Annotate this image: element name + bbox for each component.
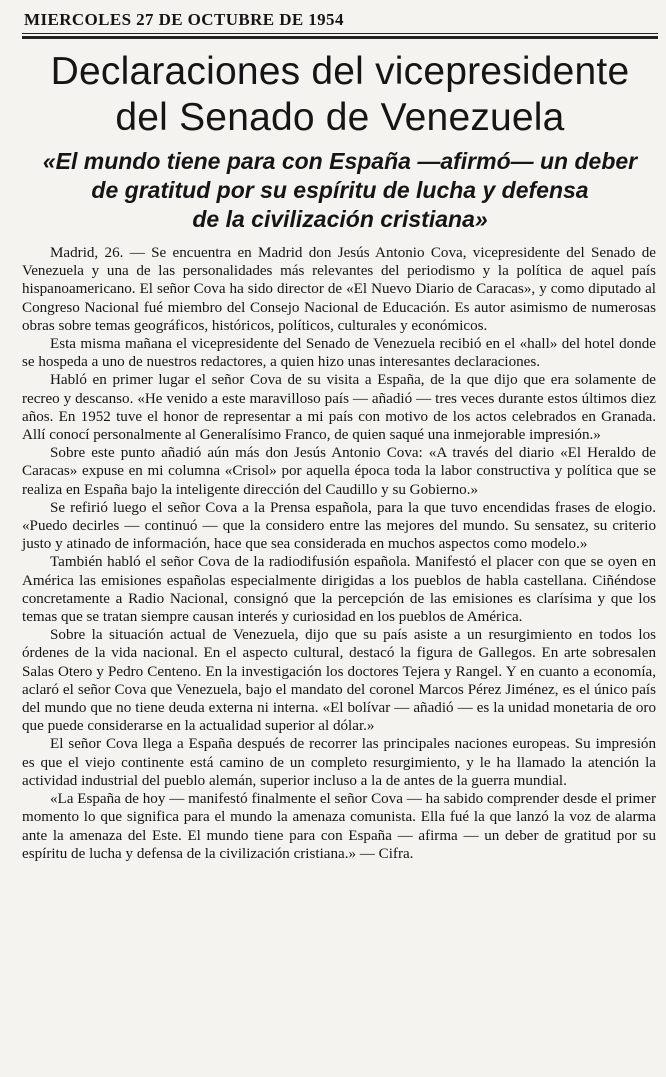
paragraph-9: «La España de hoy — manifestó finalmente el señor Cova — ha sabido comprender desde el primer momento lo que significa para el mundo la amenaza comunista. Ella fué la que lanzó la voz de alarma ante la amenaza del Este. El mundo tiene para con España — afirma — un deber de gratitud por su espíritu de lucha y defensa de la civilización cristiana.» — Cifra. [22, 791, 656, 862]
paragraph-3: Habló en primer lugar el señor Cova de su visita a España, de la que dijo que era solamente de recreo y descanso. «He venido a este maravilloso país — añadió — tres veces durante estos últimos diez años. En 1952 tuve el honor de representar a mi país con motivo de los actos celebrados en Granada. Allí conocí personalmente al Generalísimo Franco, de quien saqué una inmejorable impresión.» [22, 372, 656, 444]
headline [22, 49, 658, 141]
paragraph-2: Esta misma mañana el vicepresidente del Senado de Venezuela recibió en el «hall» del hotel donde se hospeda a uno de nuestros redactores, a quien hizo unas interesantes declaraciones. [22, 336, 656, 371]
paragraph-7: Sobre la situación actual de Venezuela, dijo que su país asiste a un resurgimiento en todos los órdenes de la vida nacional. En el aspecto cultural, destacó la figura de Gallegos. En arte sobresalen Salas Otero y Pedro Centeno. En la investigación los doctores Tejera y Rangel. Y en cuanto a economía, aclaró el señor Cova que Venezuela, bajo el mandato del coronel Marcos Pérez Jiménez, es el único país del mundo que no tiene deuda externa ni interna. «El bolívar — añadió — es la unidad monetaria de oro que puede considerarse en la actualidad superior al dólar.» [22, 627, 656, 735]
paragraph-6: También habló el señor Cova de la radiodifusión española. Manifestó el placer con que se oyen en América las emisiones españolas especialmente dirigidas a los pueblos de habla castellana. Ciñéndose concretamente a Radio Nacional, consignó que la percepción de las emisiones es clarísima y que los temas que se tratan siempre causan interés y curiosidad en los pueblos de América. [22, 554, 656, 626]
subheadline-line-1: «El mundo tiene para con España —afirmó— un deber [42, 148, 638, 174]
subheadline [22, 147, 658, 234]
headline-line-1: Declaraciones del vicepresidente [50, 50, 630, 93]
paragraph-4: Sobre este punto añadió aún más don Jesús Antonio Cova: «A través del diario «El Heraldo de Caracas» expuse en mi columna «Crisol» por aquella época toda la labor constructiva y política que se realiza en España bajo la inteligente dirección del Caudillo y su Gobierno.» [22, 445, 656, 498]
subheadline-line-2: de gratitud por su espíritu de lucha y defensa [91, 177, 589, 203]
dateline: MIERCOLES 27 DE OCTUBRE DE 1954 [24, 10, 344, 29]
paragraph-5: Se refirió luego el señor Cova a la Prensa española, para la que tuvo encendidas frases de elogio. «Puedo decirles — continuó — que la considero entre las mejores del mundo. Su sensatez, su criterio justo y atinado de información, hace que sea considerada en muchos aspectos como modelo.» [22, 499, 656, 553]
paragraph-8: El señor Cova llega a España después de recorrer las principales naciones europeas. Su impresión es que el viejo continente está camino de un completo resurgimiento, y le ha llamado la atención la actividad industrial del pueblo alemán, superior incluso a la de antes de la guerra mundial. [22, 736, 656, 789]
header-rule-thin [22, 33, 658, 34]
article-body [22, 244, 656, 863]
headline-line-2: del Senado de Venezuela [115, 96, 565, 139]
header-rule-thick [22, 36, 658, 39]
subheadline-line-3: de la civilización cristiana» [192, 206, 488, 232]
paragraph-1: Madrid, 26. — Se encuentra en Madrid don Jesús Antonio Cova, vicepresidente del Senado de Venezuela y una de las personalidades más relevantes del periodismo y la política de aquel país hispanoamericano. El señor Cova ha sido director de «El Nuevo Diario de Caracas», y como diputado al Congreso Nacional fué miembro del Consejo Nacional de Educación. Es autor asimismo de numerosas obras sobre temas geográficos, históricos, políticos, culturales y económicos. [22, 245, 656, 334]
